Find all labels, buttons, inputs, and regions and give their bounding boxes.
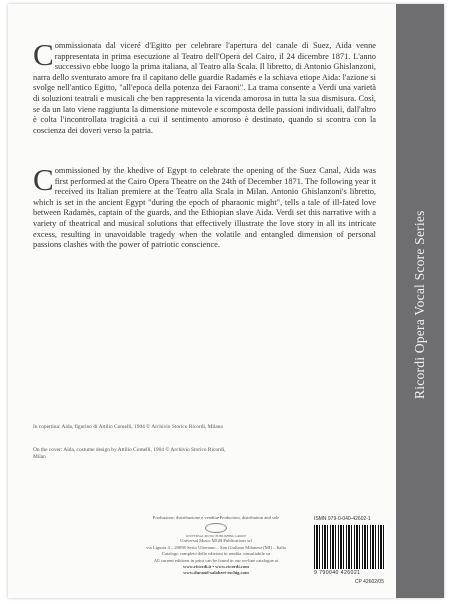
italian-text: ommissionata dal viceré d'Egitto per celebrare l'apertura del canale di Suez, Aida venne rappresentata in prima esecuzione al Teatro dell'Opera del Cairo, il 24 dicembre 1871. L'anno successivo ebbe luogo la prima italiana, al Teatro alla Scala. Il libretto, di Antonio Ghislanzoni, narra dello sventurato amore fra il capitano delle guardie Radamès e la schiava etiope Aida: l'azione si svolge nell'antico Egitto, "all'epoca della potenza dei Faraoni". La trama consente a Verdi una varietà di soluzioni teatrali e musicali che ben rappresenta la vicenda amorosa in tutta la sua dismisura. Così, se da un lato viene raggiunta la dimensione mutevole e scomposta delle passioni individuali, dall'altro è colta l'incontrollata tragicità a cui il sentimento amoroso è destinato, quando si scontra con la coscienza dei doveri verso la patria. bbox=[33, 41, 376, 135]
english-description bbox=[33, 162, 376, 251]
back-cover bbox=[8, 4, 444, 598]
cover-credit-italian: In copertina: Aida, figurino di Attilio Comelli, 1904 © Archivio Storico Ricordi, Milano bbox=[33, 424, 224, 430]
english-dropcap: C bbox=[33, 162, 54, 197]
ismn-number: ISMN 979-0-040-42602-1 bbox=[314, 516, 371, 522]
cover-credit-english: On the cover: Aida, costume design by Attilio Comelli, 1904 © Archivio Storico Ricordi, Milan bbox=[33, 447, 226, 461]
publisher-address: via Liguria 4 – 20098 Sesto Ulteriano – San Giuliano Milanese (MI) – Italia bbox=[146, 544, 286, 550]
spine-band bbox=[396, 4, 444, 598]
catalogue-note-english: All current editions in print can be found in our on-line catalogue at bbox=[153, 557, 279, 563]
italian-dropcap: C bbox=[33, 37, 54, 72]
publisher-name: Universal Music MGB Publications srl bbox=[180, 538, 252, 544]
publisher-logo-text: UNIVERSAL MUSIC PUBLISHING GROUP bbox=[185, 534, 247, 539]
publisher-block bbox=[126, 515, 306, 577]
barcode-icon bbox=[314, 525, 386, 569]
ean-number: 9 790040 426021 bbox=[314, 570, 361, 576]
universal-music-logo-icon bbox=[205, 523, 227, 533]
publisher-line-production: Produzione, distribuzione e vendita•Production, distribution and sale bbox=[152, 515, 280, 520]
catalog-number: CP 42602/05 bbox=[354, 579, 384, 585]
english-text: ommissioned by the khedive of Egypt to celebrate the opening of the Suez Canal, Aida was first performed at the Cairo Opera Theatre on the 24th of December 1871. The following year it received its Italian premiere at the Teatro alla Scala in Milan. Antonio Ghislanzoni's libretto, which is set in the ancient Egypt "during the epoch of pharaonic might", tells a tale of ill-fated love between Radamès, captain of the guards, and the Ethiopian slave Aida. Verdi set this narrative with a variety of theatrical and musical solutions that effectively illustrate the love story in all its intricate excess, resulting in unavoidable tragedy when the volatile and entangled dimension of personal passions clashes with the power of patriotic conscience. bbox=[33, 166, 376, 250]
publisher-url-ricordi[interactable]: www.ricordi.it • www.ricordi.com bbox=[183, 564, 249, 570]
catalogue-note-italian: Catalogo completo delle edizioni in rendita consultabile su bbox=[161, 551, 271, 557]
publisher-url-durand[interactable]: www.durand-salabert-eschig.com bbox=[183, 570, 249, 576]
italian-description bbox=[33, 37, 376, 136]
series-title: Ricordi Opera Vocal Score Series bbox=[412, 210, 427, 400]
barcode-block bbox=[314, 516, 388, 585]
